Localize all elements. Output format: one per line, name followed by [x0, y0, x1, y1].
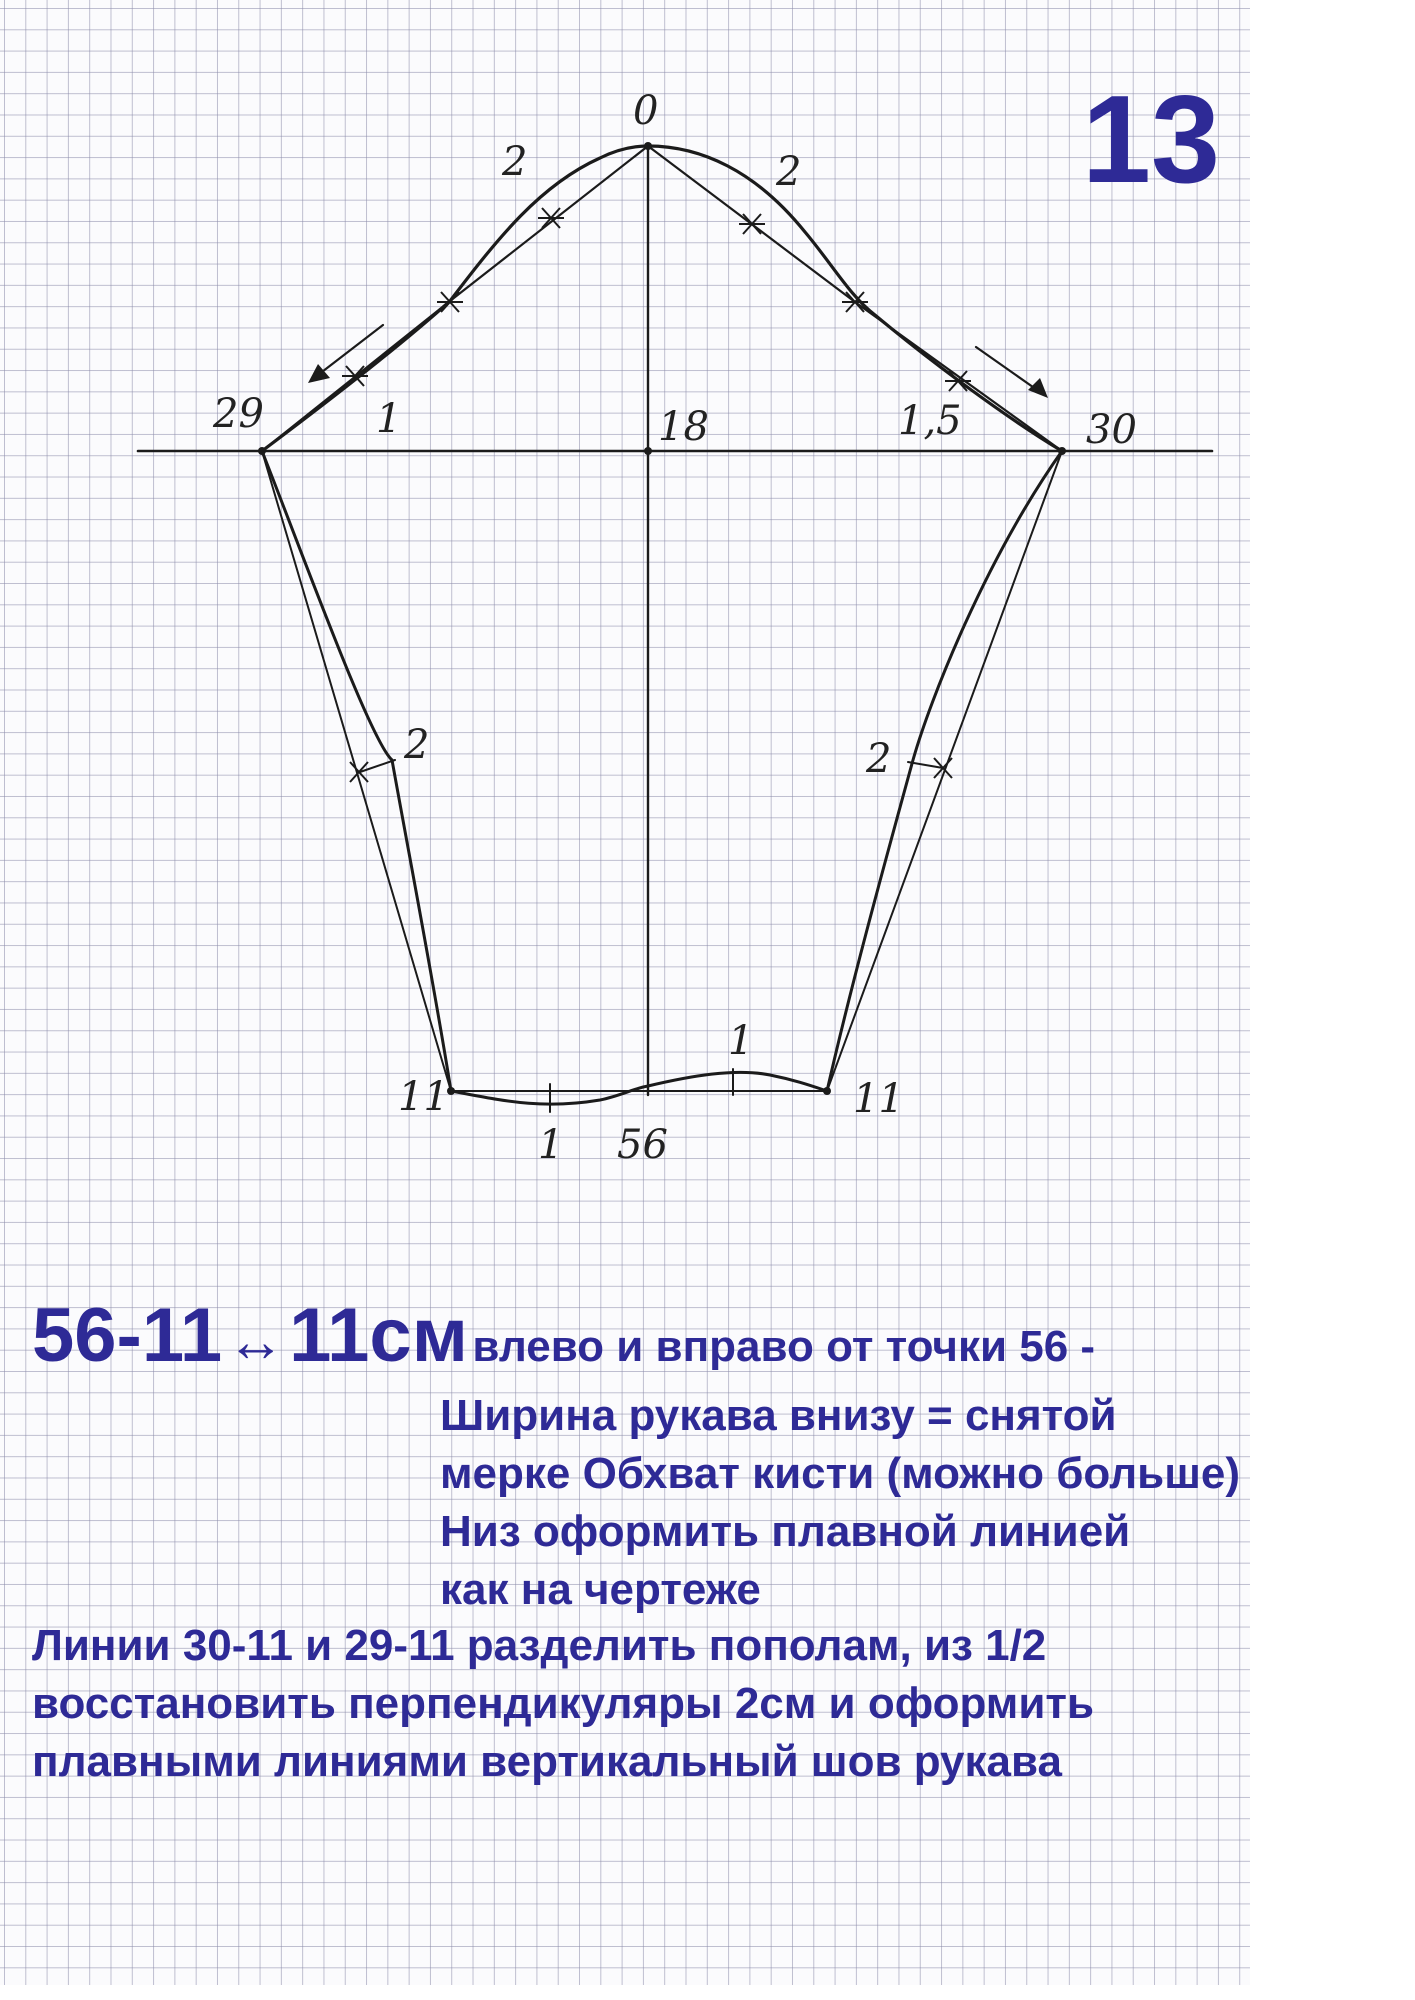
label-cap-right-upper: 2 — [776, 149, 802, 195]
label-point-56: 56 — [617, 1122, 668, 1168]
page-number: 13 — [1082, 71, 1220, 209]
left-arrow-head — [308, 364, 330, 383]
instruction-para2-line-3: плавными линиями вертикальный шов рукава — [32, 1737, 1062, 1786]
cross-mark — [538, 208, 564, 228]
label-hem-right: 1 — [728, 1018, 754, 1064]
point-11-right-dot — [823, 1087, 831, 1095]
point-29-dot — [258, 447, 266, 455]
label-point-11-right: 11 — [853, 1076, 904, 1122]
label-cap-left-lower: 1 — [376, 396, 402, 442]
label-point-11-left: 11 — [398, 1074, 449, 1120]
point-30-dot — [1058, 447, 1066, 455]
label-point-18: 18 — [658, 404, 709, 450]
formula-tail: влево и вправо от точки 56 - — [472, 1322, 1096, 1371]
label-point-0: 0 — [633, 88, 659, 134]
point-18-dot — [644, 447, 652, 455]
formula-line — [32, 1293, 1096, 1378]
left-side-construction — [262, 451, 451, 1091]
point-0-dot — [644, 142, 652, 150]
label-point-30: 30 — [1086, 407, 1137, 453]
instruction-para2-line-1: Линии 30-11 и 29-11 разделить пополам, из 1/2 — [32, 1621, 1047, 1670]
right-arrow-head — [1028, 378, 1048, 398]
label-cap-right-lower: 1,5 — [898, 398, 962, 444]
label-cap-left-upper: 2 — [502, 139, 528, 185]
right-arrow-shaft — [976, 347, 1040, 392]
hem-curve — [451, 1072, 827, 1104]
label-hem-left: 1 — [538, 1122, 564, 1168]
cap-construction-right — [648, 146, 1062, 451]
instruction-line-1: Ширина рукава внизу = снятой — [440, 1391, 1117, 1440]
label-point-29: 29 — [213, 391, 264, 437]
label-seam-right: 2 — [866, 736, 892, 782]
instruction-line-3: Низ оформить плавной линией — [440, 1507, 1131, 1556]
instruction-line-4: как на чертеже — [440, 1565, 761, 1614]
label-seam-left: 2 — [404, 722, 430, 768]
double-arrow: ↔ — [226, 1309, 285, 1374]
instruction-para2-line-2: восстановить перпендикуляры 2см и оформить — [32, 1679, 1094, 1728]
formula-left: 56-11 — [32, 1293, 223, 1378]
formula-right: 11см — [289, 1293, 468, 1378]
instruction-line-2: мерке Обхват кисти (можно больше) — [440, 1449, 1241, 1498]
left-arrow-shaft — [318, 325, 383, 375]
